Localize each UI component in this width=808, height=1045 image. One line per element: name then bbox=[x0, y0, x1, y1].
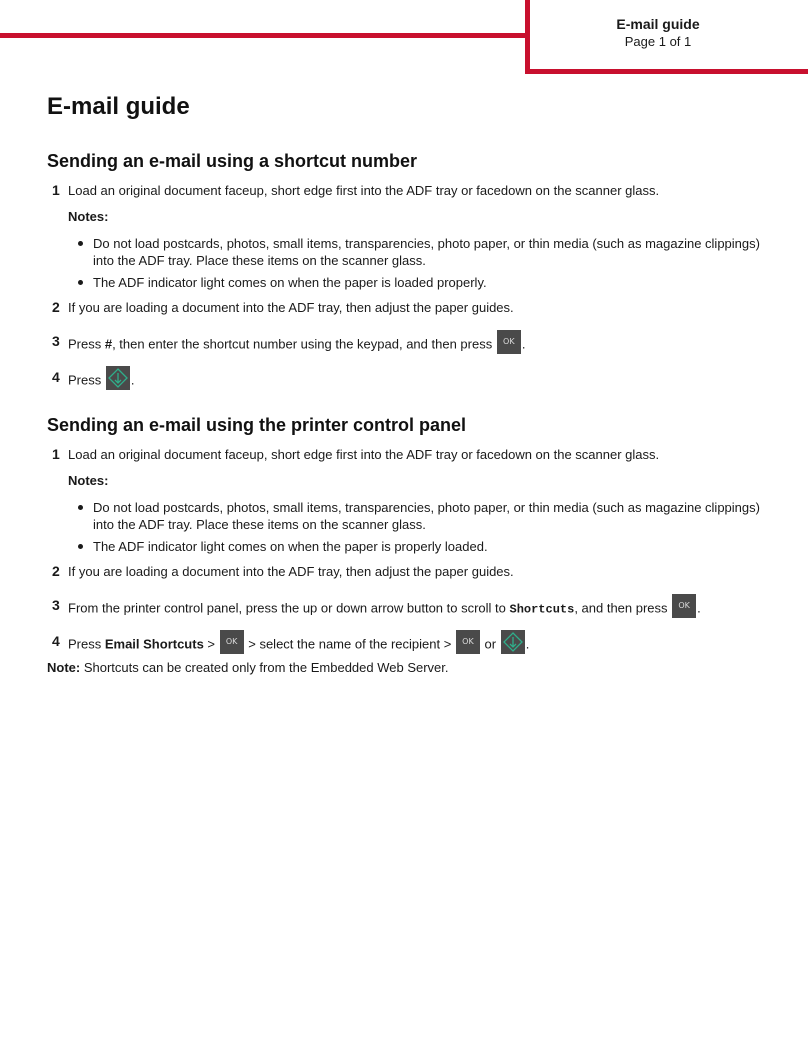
section1-step1-text: Load an original document faceup, short edge first into the ADF tray or facedown on the scanner glass. bbox=[68, 183, 660, 198]
start-button-icon bbox=[501, 630, 525, 654]
section2-step2-number: 2 bbox=[52, 563, 60, 579]
bullet-icon bbox=[78, 280, 83, 285]
ok-button-icon: OK bbox=[497, 330, 521, 354]
bullet-icon bbox=[78, 544, 83, 549]
section2-step1-number: 1 bbox=[52, 446, 60, 462]
header-title: E-mail guide bbox=[616, 16, 700, 32]
section2-step1-text: Load an original document faceup, short edge first into the ADF tray or facedown on the scanner glass. bbox=[68, 447, 660, 462]
footnote-text: Shortcuts can be created only from the Embedded Web Server. bbox=[80, 660, 449, 675]
footnote bbox=[47, 659, 449, 676]
step-text: > select the name of the recipient > bbox=[244, 636, 455, 652]
section2-step3-text bbox=[68, 597, 701, 621]
step-text: . bbox=[697, 600, 701, 616]
hash-key-label: # bbox=[104, 336, 113, 352]
step-text: Press bbox=[68, 336, 105, 352]
step-text: . bbox=[525, 636, 530, 652]
step-text: > bbox=[203, 636, 219, 652]
step-text: From the printer control panel, press the up or down arrow button to scroll to bbox=[68, 600, 510, 616]
header-rule-bottom bbox=[525, 69, 808, 74]
section1-step3-number: 3 bbox=[52, 333, 60, 349]
section2-heading: Sending an e-mail using the printer control panel bbox=[47, 415, 467, 435]
step-text: or bbox=[480, 636, 500, 652]
email-shortcuts-label: Email Shortcuts bbox=[104, 636, 204, 652]
section1-bullet1-line1: Do not load postcards, photos, small items, transparencies, photo paper, or thin media (such as magazine clippings) bbox=[93, 236, 760, 251]
header-page-number: Page 1 of 1 bbox=[624, 34, 692, 49]
section1-step3-text bbox=[68, 333, 525, 357]
footnote-label: Note: bbox=[47, 660, 81, 675]
step-text: Press bbox=[68, 636, 105, 652]
bullet-icon bbox=[78, 505, 83, 510]
section1-step1-number: 1 bbox=[52, 182, 60, 198]
section1-step4-text bbox=[68, 369, 134, 393]
step-text: . bbox=[521, 336, 526, 352]
step-text: . bbox=[130, 372, 135, 388]
shortcuts-menu-label: Shortcuts bbox=[509, 602, 575, 617]
start-button-icon bbox=[106, 366, 130, 390]
section1-step2-text: If you are loading a document into the ADF tray, then adjust the paper guides. bbox=[68, 300, 514, 315]
section2-bullet1-line1: Do not load postcards, photos, small items, transparencies, photo paper, or thin media (such as magazine clippings) bbox=[93, 500, 760, 515]
bullet-icon bbox=[78, 241, 83, 246]
document-title: E-mail guide bbox=[47, 93, 190, 120]
step-text: , then enter the shortcut number using the keypad, and then press bbox=[112, 336, 496, 352]
section2-step2-text: If you are loading a document into the ADF tray, then adjust the paper guides. bbox=[68, 564, 514, 579]
section1-bullet1-line2: into the ADF tray. Place these items on the scanner glass. bbox=[93, 253, 426, 268]
section1-bullet2: The ADF indicator light comes on when the paper is loaded properly. bbox=[93, 275, 487, 290]
section1-heading: Sending an e-mail using a shortcut number bbox=[47, 151, 418, 171]
section2-bullet2: The ADF indicator light comes on when the paper is properly loaded. bbox=[93, 539, 488, 554]
section2-step4-number: 4 bbox=[52, 633, 60, 649]
section2-step3-number: 3 bbox=[52, 597, 60, 613]
header-rule-top bbox=[0, 33, 528, 38]
ok-button-icon: OK bbox=[220, 630, 244, 654]
section1-step4-number: 4 bbox=[52, 369, 60, 385]
section2-step4-text bbox=[68, 633, 529, 657]
step-text: Press bbox=[68, 372, 105, 388]
section2-notes-label: Notes: bbox=[68, 473, 109, 488]
section2-bullet1-line2: into the ADF tray. Place these items on the scanner glass. bbox=[93, 517, 426, 532]
running-header bbox=[530, 15, 786, 51]
ok-button-icon: OK bbox=[672, 594, 696, 618]
section1-step2-number: 2 bbox=[52, 299, 60, 315]
step-text: , and then press bbox=[574, 600, 672, 616]
section1-notes-label: Notes: bbox=[68, 209, 109, 224]
ok-button-icon: OK bbox=[456, 630, 480, 654]
